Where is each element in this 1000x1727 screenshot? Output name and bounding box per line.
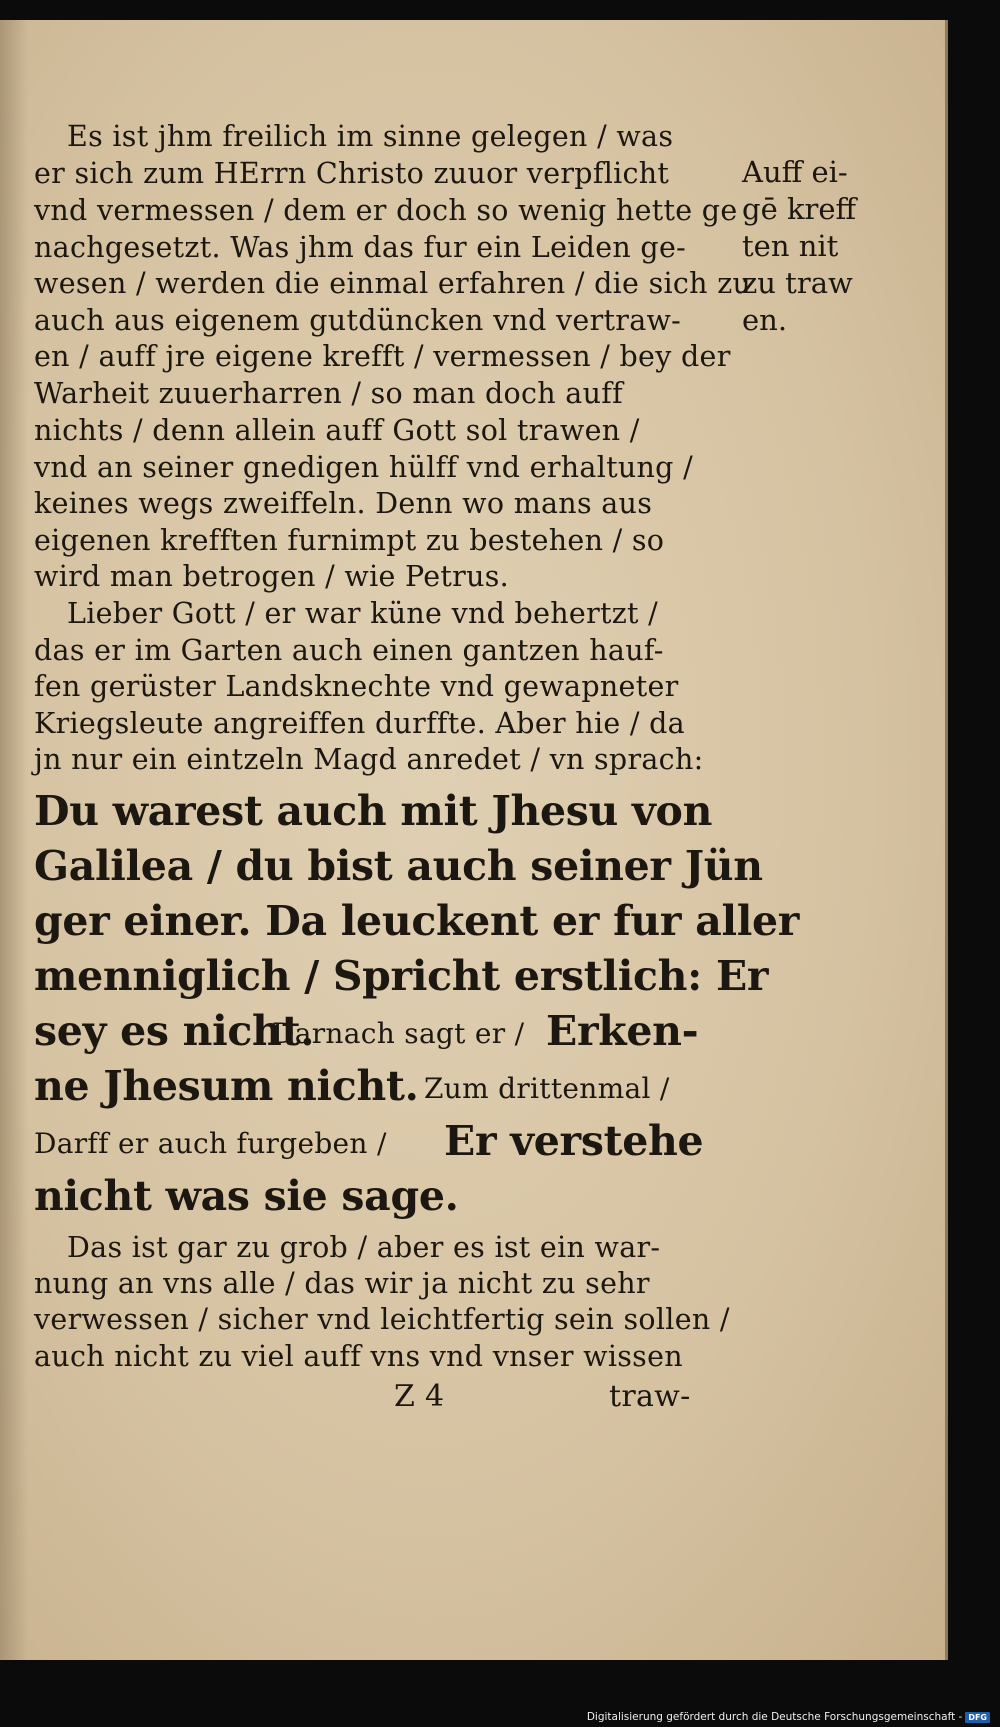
text-line: nachgesetzt. Was jhm das fur ein Leiden ge- bbox=[34, 231, 687, 264]
signature-mark: Z 4 bbox=[394, 1379, 445, 1414]
text-line: nichts / denn allein auff Gott sol trawen / bbox=[34, 414, 640, 447]
text-line: Zum drittenmal / bbox=[424, 1072, 670, 1105]
book-page bbox=[0, 20, 948, 1660]
emphasis-line: Galilea / du bist auch seiner Jün bbox=[34, 842, 763, 890]
text-line: jn nur ein eintzeln Magd anredet / vn sprach: bbox=[34, 743, 704, 776]
text-line: auch aus eigenem gutdüncken vnd vertraw- bbox=[34, 304, 682, 337]
emphasis-line: menniglich / Spricht erstlich: Er bbox=[34, 952, 769, 1000]
text-line: auch nicht zu viel auff vns vnd vnser wissen bbox=[34, 1340, 683, 1373]
emphasis-line: nicht was sie sage. bbox=[34, 1172, 459, 1220]
text-line: nung an vns alle / das wir ja nicht zu sehr bbox=[34, 1267, 650, 1300]
text-line: eigenen krefften furnimpt zu bestehen / so bbox=[34, 524, 665, 557]
text-line: keines wegs zweiffeln. Denn wo mans aus bbox=[34, 487, 653, 520]
digitization-credit bbox=[587, 1711, 990, 1723]
text-line: er sich zum HErrn Christo zuuor verpflicht bbox=[34, 157, 670, 190]
text-line: Darnach sagt er / bbox=[272, 1017, 525, 1050]
emphasis-line: Erken- bbox=[546, 1007, 699, 1055]
text-line: verwessen / sicher vnd leichtfertig sein sollen / bbox=[34, 1303, 730, 1336]
margin-note: Auff ei- bbox=[742, 155, 848, 189]
text-line: fen gerüster Landsknechte vnd gewapneter bbox=[34, 670, 679, 703]
margin-note: en. bbox=[742, 303, 788, 337]
text-line: das er im Garten auch einen gantzen hauf- bbox=[34, 634, 664, 667]
text-line: wesen / werden die einmal erfahren / die sich zu bbox=[34, 267, 752, 300]
text-line: Kriegsleute angreiffen durffte. Aber hie / da bbox=[34, 707, 685, 740]
emphasis-line: Er verstehe bbox=[444, 1117, 704, 1165]
emphasis-line: sey es nicht. bbox=[34, 1007, 315, 1055]
text-line: Es ist jhm freilich im sinne gelegen / was bbox=[67, 120, 674, 153]
margin-note: zu traw bbox=[742, 266, 853, 300]
text-line: vnd an seiner gnedigen hülff vnd erhaltung / bbox=[34, 451, 693, 484]
text-line: Warheit zuuerharren / so man doch auff bbox=[34, 377, 623, 410]
emphasis-line: Du warest auch mit Jhesu von bbox=[34, 787, 713, 835]
emphasis-line: ger einer. Da leuckent er fur aller bbox=[34, 897, 800, 945]
digitization-text: Digitalisierung gefördert durch die Deutsche Forschungsgemeinschaft - bbox=[586, 1711, 963, 1723]
text-line: en / auff jre eigene krefft / vermessen / bey der bbox=[34, 340, 731, 373]
catchword: traw- bbox=[609, 1379, 691, 1414]
margin-note: gē kreff bbox=[742, 192, 857, 226]
dfg-logo-icon: DFG bbox=[965, 1712, 990, 1723]
margin-note: ten nit bbox=[742, 229, 839, 263]
emphasis-line: ne Jhesum nicht. bbox=[34, 1062, 419, 1110]
text-line: Das ist gar zu grob / aber es ist ein war- bbox=[67, 1231, 661, 1264]
text-line: Lieber Gott / er war küne vnd behertzt / bbox=[67, 597, 659, 630]
text-line: Darff er auch furgeben / bbox=[34, 1127, 387, 1160]
text-line: wird man betrogen / wie Petrus. bbox=[34, 560, 510, 593]
text-line: vnd vermessen / dem er doch so wenig hette ge bbox=[34, 194, 738, 227]
